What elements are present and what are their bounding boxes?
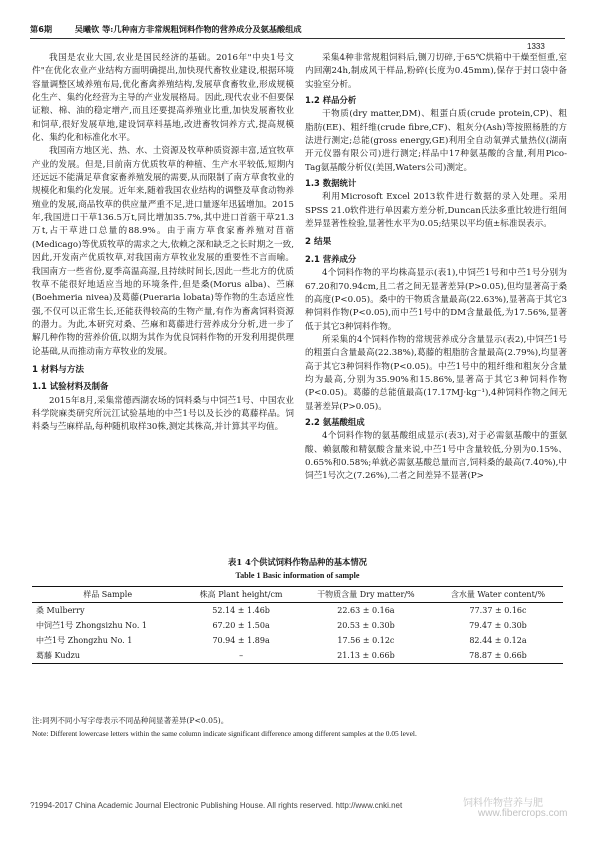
section-heading-materials-methods: 1 材料与方法: [32, 364, 84, 375]
subsection-heading-1-3: 1.3 数据统计: [305, 178, 357, 189]
sample-info-table: [32, 586, 563, 664]
table-row: [32, 603, 563, 619]
subsection-2-1-paragraph-1: 4个饲料作物的平均株高显示(表1),中饲苎1号和中苎1号分别为67.20和70.94cm,且二者之间无显著差异(P>0.05),但均显著高于桑的高度(P<0.05)。桑中的干物质含量最高(22.63%),显著高于其它3种饲料作物(P<0.05),而中苎1号中的DM含量最低,为17.56%,显著低于其它3种饲料作物。: [305, 268, 567, 332]
table-cell: 79.47 ± 0.30b: [469, 621, 527, 630]
table-header-plant-height: 株高 Plant height/cm: [183, 587, 299, 603]
table-cell: 21.13 ± 0.66b: [299, 648, 433, 664]
table-header-water-content: 含水量 Water content/%: [433, 587, 563, 603]
table-cell: 20.53 ± 0.30b: [337, 621, 395, 630]
table-row: [32, 648, 563, 664]
table-cell: 葛藤 Kudzu: [32, 648, 183, 664]
left-column: [32, 52, 294, 435]
table-row: [32, 633, 563, 648]
table-row: [32, 618, 563, 633]
table-cell: 70.94 ± 1.89a: [212, 636, 270, 645]
subsection-heading-1-1: 1.1 试验材料及制备: [32, 381, 109, 392]
table-header-row: [32, 587, 563, 603]
header-rule: [30, 38, 565, 39]
watermark-url: www.fibercrops.com: [478, 808, 568, 819]
copyright-footer: ?1994-2017 China Academic Journal Electronic Publishing House. All rights reserved. http://www.cnki.net: [30, 801, 403, 810]
table-caption-en: Table 1 Basic information of sample: [235, 571, 360, 580]
table-cell: 中苎1号 Zhongzhu No. 1: [36, 636, 133, 645]
table-cell: 67.20 ± 1.50a: [212, 621, 270, 630]
table-note-cn: 注:同列不同小写字母表示不同品种间显著差异(P<0.05)。: [32, 716, 229, 725]
right-column: [305, 52, 567, 484]
watermark-text-cn: 饲料作物营养与肥: [463, 798, 543, 809]
subsection-heading-1-2: 1.2 样品分析: [305, 95, 357, 106]
subsection-heading-2-1: 2.1 营养成分: [305, 253, 357, 264]
table-cell: 52.14 ± 1.46b: [212, 606, 270, 615]
subsection-2-1-paragraph-2: 所采集的4个饲料作物的常规营养成分含量显示(表2),中饲苎1号的粗蛋白含量最高(22.38%),葛藤的粗脂肪含量最高(2.79%),均显著高于其它3种饲料作物(P<0.05)。中苎1号中的粗纤维和粗灰分含量均为最高,分别为35.90%和15.86%,显著高于其它3种饲料作物(P<0.05)。葛藤的总能值最高(17.17MJ·kg⁻¹),4种饲料作物之间无显著差异(P>0.05)。: [305, 334, 567, 412]
page-number: 1333: [527, 42, 545, 51]
intro-paragraph-2: 我国南方地区光、热、水、土资源及牧草种质资源丰富,适宜牧草产业的发展。但是,目前南方优质牧草的种植、生产水平较低,短期内还远远不能满足草食家畜养殖发展的需要,从而限制了南方草食牧业的规模化和集约化发展。近年来,随着我国农业结构的调整及草食动物养殖业的发展,商品牧草的供应量严重不足,进口量逐年迅猛增加。2015年,我国进口干草136.5万t,同比增加35.7%,其中进口首蓿干草21.3万t,占干草进口总量的88.9%。由于南方草食家畜养殖对苜蓿(Medicago)等优质牧草的需求之大,依赖之深和缺乏之长时期之一致,因此,开发南产优质牧草,对我国南方草牧业发展的重要性不言而喻。我国南方一些省份,夏季高温高湿,且持续时间长,因此一些北方的优质牧草不能很好地适应当地的环境条件,但是桑(Morus alba)、苎麻(Boehmeria nivea)及葛藤(Pueraria lobata)等作物的生态适应性强,不仅可以正常生长,还能获得较高的生物产量,有作为畜禽饲料资源的潜力。为此,本研究对桑、苎麻和葛藤进行营养成分分析,进一步了解几种作物的营养价值,以期为其作为优良饲料作物的开发利用提供理论基础,从而推动南方草牧业的发展。: [32, 146, 294, 357]
sample-prep-paragraph: 采集4种非常规粗饲料后,铡刀切碎,于65℃烘箱中干燥至恒重,室内回潮24h,制成风干样品,粉碎(长度为0.45mm),保存于封口袋中备实验室分析。: [305, 53, 567, 90]
section-heading-results: 2 结果: [305, 237, 332, 248]
subsection-1-3-text: 利用Microsoft Excel 2013软件进行数据的录入处理。采用SPSS 21.0软件进行单因素方差分析,Duncan氏法多重比较进行组间差异显著性检验,显著性水平为0.05;结果以平均值±标准误表示。: [305, 192, 567, 230]
table-cell: –: [183, 648, 299, 664]
subsection-1-2-text: 干物质(dry matter,DM)、粗蛋白质(crude protein,CP)、粗脂肪(EE)、粗纤维(crude fibre,CF)、粗灰分(Ash)等按照杨胜的方法进行测定;总能(gross energy,GE)利用全自动氧弹式量热仪(湖南开元仪器有限公司)进行测定;样品中17种氨基酸的含量,利用Pico-Tag氨基酸分析仪(美国,Waters公司)测定。: [305, 109, 567, 173]
running-header: [30, 24, 565, 38]
table-cell: 82.44 ± 0.12a: [469, 636, 527, 645]
table-cell: 中饲苎1号 Zhongsizhu No. 1: [36, 621, 148, 630]
intro-paragraph-1: 我国是农业大国,农业是国民经济的基础。2016年"中央1号文件"在优化农业产业结构方面明确提出,加快现代畜牧业建设,根据环境容量调整区域养殖布局,优化畜禽养殖结构,发展草食畜牧业,形成规模化生产、集约化经营为主导的产业发展格局。因此,现代农业不但要保证粮、棉、油的稳定增产,而且还要提高养殖业比重,加快发展畜牧业和饲草,很好发展草地,建设饲草料基地,改进畜牧饲养方式,提高规模化、集约化和标准化水平。: [32, 53, 294, 144]
table-cell: 桑 Mulberry: [36, 606, 85, 615]
table-cell: 17.56 ± 0.12c: [337, 636, 395, 645]
table-cell: 78.87 ± 0.66b: [433, 648, 563, 664]
issue-label: 第6期: [30, 24, 53, 34]
table-note-en: Note: Different lowercase letters within the same column indicate significant difference among different samples at the 0.05 level.: [32, 729, 417, 738]
subsection-heading-2-2: 2.2 氨基酸组成: [305, 416, 365, 427]
table-header-dry-matter: 干物质含量 Dry matter/%: [299, 587, 433, 603]
table-header-sample: 样品 Sample: [32, 587, 183, 603]
table-cell: 77.37 ± 0.16c: [469, 606, 527, 615]
running-title: 吴曦钦 等:几种南方非常规粗饲料作物的营养成分及氨基酸组成: [74, 24, 302, 34]
subsection-2-2-text: 4个饲料作物的氨基酸组成显示(表3),对于必需氨基酸中的蛋氨酸、赖氨酸和精氨酸含量来说,中苎1号中含量较低,分别为0.15%、0.65%和0.58%;单就必需氨基酸总量而言,饲料桑的最高(7.40%),中饲苎1号次之(7.26%),二者之间差异不显著(P>: [305, 431, 567, 482]
table-caption-cn: 表1 4个供试饲料作物品种的基本情况: [228, 557, 367, 567]
subsection-1-1-text: 2015年8月,采集常德西湖农场的饲料桑与中饲苎1号、中国农业科学院麻类研究所沅江试验基地的中苎1号以及长沙的葛藤样品。饲料桑与苎麻样品,每种随机取样30株,测定其株高,并计算其平均值。: [32, 395, 294, 433]
table-cell: 22.63 ± 0.16a: [337, 606, 395, 615]
